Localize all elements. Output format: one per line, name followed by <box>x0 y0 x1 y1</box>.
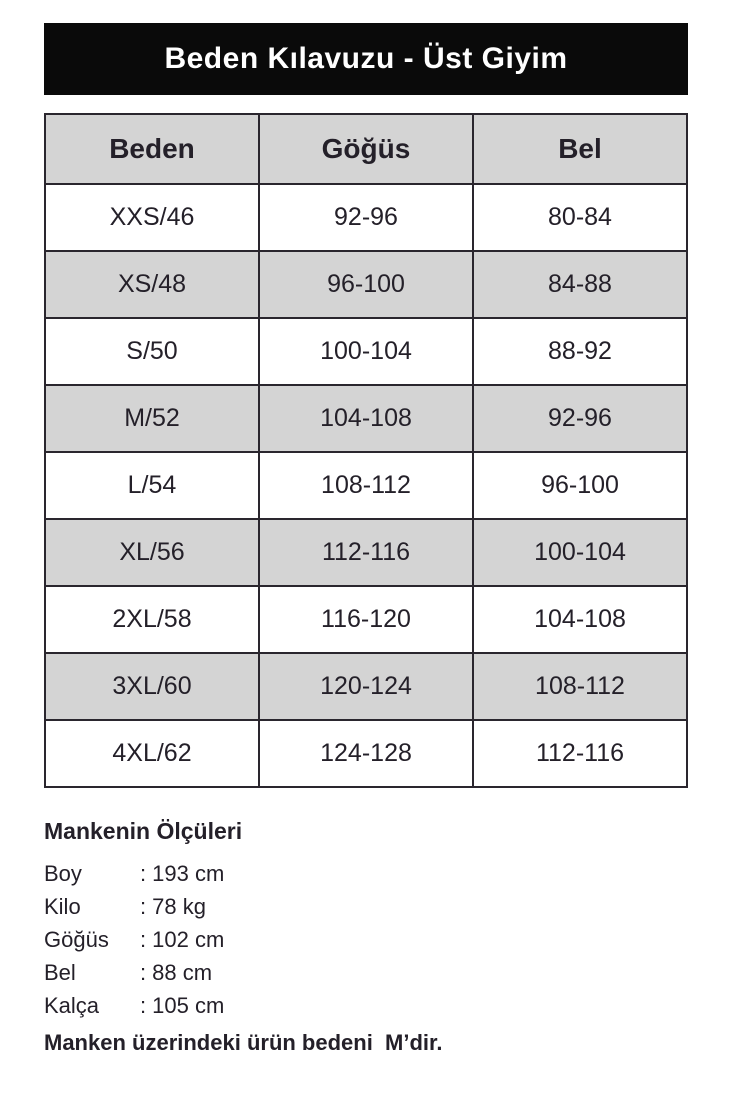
size-cell: XS/48 <box>45 251 259 318</box>
measurement-value: 78 kg <box>152 894 206 919</box>
column-header-bel: Bel <box>473 114 687 184</box>
column-header-gogus: Göğüs <box>259 114 473 184</box>
chest-cell: 120-124 <box>259 653 473 720</box>
size-table <box>44 113 688 788</box>
waist-cell: 96-100 <box>473 452 687 519</box>
measurement-colon: : <box>140 861 147 886</box>
size-guide-content <box>44 23 688 1056</box>
table-row <box>45 452 687 519</box>
table-row <box>45 318 687 385</box>
measurement-colon: : <box>140 960 147 985</box>
chest-cell: 96-100 <box>259 251 473 318</box>
page-title: Beden Kılavuzu - Üst Giyim <box>164 42 568 75</box>
waist-cell: 100-104 <box>473 519 687 586</box>
measurement-colon: : <box>140 927 147 952</box>
table-row <box>45 586 687 653</box>
size-table-header <box>45 114 687 184</box>
size-cell: 2XL/58 <box>45 586 259 653</box>
measurement-row-gogus <box>44 923 688 956</box>
model-size-note: Manken üzerindeki ürün bedeni M’dir. <box>44 1030 443 1055</box>
waist-cell: 92-96 <box>473 385 687 452</box>
column-header-beden: Beden <box>45 114 259 184</box>
waist-cell: 112-116 <box>473 720 687 787</box>
model-measurements <box>44 818 688 1056</box>
measurement-row-kalca <box>44 989 688 1022</box>
measurements-heading: Mankenin Ölçüleri <box>44 818 243 844</box>
measurement-colon: : <box>140 894 147 919</box>
size-cell: S/50 <box>45 318 259 385</box>
chest-cell: 124-128 <box>259 720 473 787</box>
size-cell: M/52 <box>45 385 259 452</box>
measurement-colon: : <box>140 993 147 1018</box>
measurement-label: Kalça <box>44 993 100 1018</box>
table-row <box>45 653 687 720</box>
measurement-row-bel <box>44 956 688 989</box>
waist-cell: 84-88 <box>473 251 687 318</box>
chest-cell: 92-96 <box>259 184 473 251</box>
measurement-value: 193 cm <box>152 861 225 886</box>
waist-cell: 88-92 <box>473 318 687 385</box>
header-row <box>45 114 687 184</box>
size-table-body <box>45 184 687 787</box>
table-row <box>45 720 687 787</box>
table-row <box>45 251 687 318</box>
measurement-row-boy <box>44 857 688 890</box>
table-row <box>45 385 687 452</box>
waist-cell: 108-112 <box>473 653 687 720</box>
size-cell: XXS/46 <box>45 184 259 251</box>
title-bar <box>44 23 688 95</box>
chest-cell: 108-112 <box>259 452 473 519</box>
measurement-row-kilo <box>44 890 688 923</box>
waist-cell: 104-108 <box>473 586 687 653</box>
measurement-value: 88 cm <box>152 960 213 985</box>
measurement-value: 105 cm <box>152 993 225 1018</box>
chest-cell: 116-120 <box>259 586 473 653</box>
size-cell: 3XL/60 <box>45 653 259 720</box>
measurement-label: Bel <box>44 960 76 985</box>
waist-cell: 80-84 <box>473 184 687 251</box>
size-cell: XL/56 <box>45 519 259 586</box>
measurement-label: Kilo <box>44 894 81 919</box>
size-cell: 4XL/62 <box>45 720 259 787</box>
table-row <box>45 519 687 586</box>
chest-cell: 112-116 <box>259 519 473 586</box>
measurement-label: Boy <box>44 861 82 886</box>
chest-cell: 104-108 <box>259 385 473 452</box>
measurement-value: 102 cm <box>152 927 225 952</box>
measurement-label: Göğüs <box>44 927 109 952</box>
chest-cell: 100-104 <box>259 318 473 385</box>
table-row <box>45 184 687 251</box>
size-cell: L/54 <box>45 452 259 519</box>
